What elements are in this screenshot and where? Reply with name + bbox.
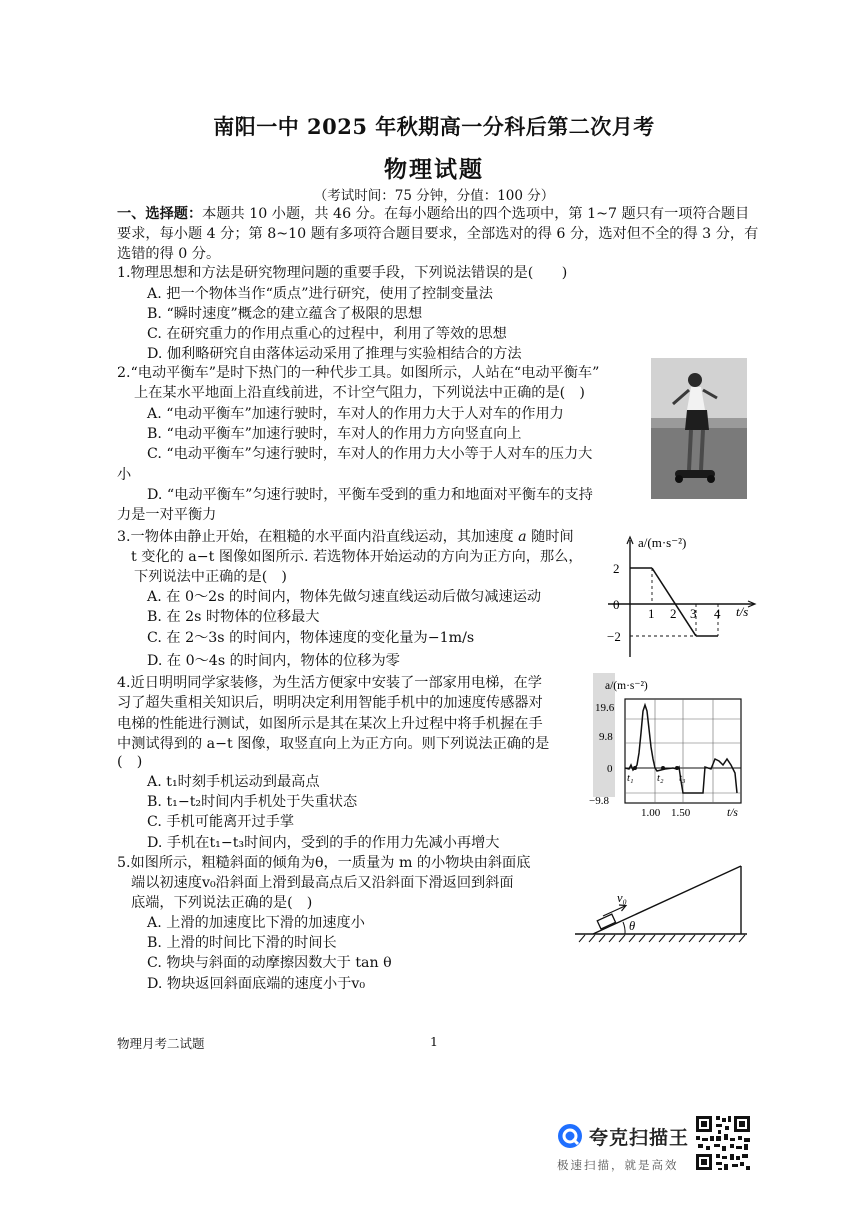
q5-angle-arc (623, 922, 625, 934)
q5-stem-line2: 端以初速度v₀沿斜面上滑到最高点后又沿斜面下滑返回到斜面 (131, 875, 514, 891)
q3-xtick-1: 1 (648, 606, 655, 621)
q3-stem-line3: 下列说法中正确的是( ) (134, 569, 287, 585)
q1-stem: 1.物理思想和方法是研究物理问题的重要手段，下列说法错误的是( ) (117, 265, 568, 281)
q4-xtick-1.00: 1.00 (641, 807, 661, 819)
qr-code-icon (694, 1114, 752, 1172)
q2-option-b: B. “电动平衡车”加速行驶时，车对人的作用力方向竖直向上 (147, 426, 522, 442)
watermark-slogan: 极速扫描，就是高效 (557, 1158, 679, 1172)
q3-xtick-3: 3 (690, 606, 697, 621)
q2-option-c-line2: 小 (117, 467, 132, 483)
q4-ylabel: a/(m·s⁻²) (605, 680, 648, 692)
q4-label-t3: t₃ (679, 773, 686, 784)
q3-ytick-neg2: −2 (607, 629, 621, 644)
q3-option-d: D. 在 0～4s 的时间内，物体的位移为零 (147, 653, 400, 669)
q5-stem-line1: 5.如图所示，粗糙斜面的倾角为θ，一质量为 m 的小物块由斜面底 (117, 855, 531, 871)
q2-option-d-line1: D. “电动平衡车”匀速行驶时，平衡车受到的重力和地面对平衡车的支持 (147, 487, 593, 503)
q4-ytick-19.6: 19.6 (595, 702, 615, 714)
q4-option-c: C. 手机可能离开过手掌 (147, 814, 295, 830)
q2-option-d-line2: 力是一对平衡力 (117, 507, 217, 523)
q3-ytick-0: 0 (613, 597, 620, 612)
q1-option-a: A. 把一个物体当作“质点”进行研究，使用了控制变量法 (147, 286, 493, 302)
q1-option-b: B. “瞬时速度”概念的建立蕴含了极限的思想 (147, 306, 423, 322)
balance-scooter-photo (651, 358, 747, 499)
q4-label-t1: t₁ (627, 773, 634, 784)
q3-option-c: C. 在 2～3s 的时间内，物体速度的变化量为−1m/s (147, 630, 475, 646)
q4-xlabel: t/s (727, 807, 738, 819)
q5-option-d: D. 物块返回斜面底端的速度小于v₀ (147, 976, 366, 992)
q3-at-graph (594, 532, 764, 657)
q3-xtick-4: 4 (714, 606, 721, 621)
q4-xtick-1.50: 1.50 (671, 807, 691, 819)
q5-stem-line3: 底端，下列说法正确的是( ) (131, 895, 313, 911)
q5-v0-label: v₀ (617, 891, 627, 905)
q5-block (597, 914, 615, 929)
q5-incline-diagram (573, 862, 753, 944)
q4-ytick-neg9.8: −9.8 (589, 795, 609, 807)
q3-stem-line1a: 3.一物体由静止开始，在粗糙的水平面内沿直线运动，其加速度 (117, 529, 519, 545)
q3-xtick-2: 2 (670, 606, 677, 621)
q4-option-a: A. t₁时刻手机运动到最高点 (147, 774, 320, 790)
q3-ytick-2: 2 (613, 561, 620, 576)
q3-stem-line2: t 变化的 a−t 图像如图所示. 若选物体开始运动的方向为正方向，那么， (131, 549, 583, 565)
q5-option-c: C. 物块与斜面的动摩擦因数大于 tan θ (147, 955, 392, 971)
q1-option-d: D. 伽利略研究自由落体运动采用了推理与实验相结合的方法 (147, 346, 522, 362)
q4-at-graph (585, 673, 755, 821)
q2-option-a: A. “电动平衡车”加速行驶时，车对人的作用力大于人对车的作用力 (147, 406, 564, 422)
q4-stem-line4: 中测试得到的 a−t 图像，取竖直向上为正方向。则下列说法正确的是 (117, 736, 550, 752)
q4-label-t2: t₂ (657, 773, 664, 784)
q5-theta-label: θ (629, 919, 636, 933)
q3-segment-decrease (652, 568, 696, 636)
q3-stem-line1b: a (518, 529, 527, 545)
section-text: 本题共 10 小题，共 46 分。在每小题给出的四个选项中，第 1~7 题只有一项符合题目要求，每小题 4 分；第 8~10 题有多项符合题目要求，全部选对的得 6 分，选对但不全的得 3 分，有选错的得 0 分。 (117, 206, 759, 262)
footer-page-number: 1 (430, 1034, 438, 1049)
watermark-brand: 夸克扫描王 (589, 1127, 690, 1149)
q4-stem-line5: ( ) (117, 754, 143, 770)
q3-option-b: B. 在 2s 时物体的位移最大 (147, 609, 320, 625)
section-instructions (117, 204, 762, 264)
q2-stem-line2: 上在某水平地面上沿直线前进，不计空气阻力，下列说法中正确的是( ) (134, 385, 585, 401)
q4-option-d: D. 手机在t₁−t₃时间内，受到的手的作用力先减小再增大 (147, 835, 500, 851)
footer-exam-name: 物理月考二试题 (117, 1036, 205, 1051)
q2-stem-line1: 2.“电动平衡车”是时下热门的一种代步工具。如图所示，人站在“电动平衡车” (117, 365, 600, 381)
quark-logo-icon (557, 1123, 583, 1149)
exam-meta: （考试时间：75 分钟，分值：100 分） (313, 188, 555, 204)
q3-stem-line1 (117, 527, 574, 547)
q5-option-a: A. 上滑的加速度比下滑的加速度小 (147, 915, 365, 931)
exam-title: 南阳一中 2025 年秋期高一分科后第二次月考 (213, 114, 655, 139)
exam-subtitle: 物理试题 (384, 156, 484, 183)
q4-marker-t2 (661, 766, 665, 770)
q5-option-b: B. 上滑的时间比下滑的时间长 (147, 935, 337, 951)
q3-stem-line1c: 随时间 (526, 529, 574, 545)
section-heading: 一、选择题： (117, 206, 203, 222)
q4-stem-line3: 电梯的性能进行测试，如图所示是其在某次上升过程中将手机握在手 (117, 716, 543, 732)
q4-ytick-9.8: 9.8 (599, 731, 613, 743)
q1-option-c: C. 在研究重力的作用点重心的过程中，利用了等效的思想 (147, 326, 507, 342)
q4-stem-line1: 4.近日明明同学家装修，为生活方便家中安装了一部家用电梯，在学 (117, 675, 542, 691)
q2-option-c-line1: C. “电动平衡车”匀速行驶时，车对人的作用力大小等于人对车的压力大 (147, 446, 593, 462)
q5-hatching (579, 935, 745, 942)
q3-ylabel: a/(m·s⁻²) (638, 535, 687, 550)
q4-marker-t1 (633, 766, 637, 770)
q4-ytick-0: 0 (607, 763, 613, 775)
q3-option-a: A. 在 0～2s 的时间内，物体先做匀速直线运动后做匀减速运动 (147, 589, 542, 605)
q4-marker-t3 (675, 766, 679, 770)
q4-stem-line2: 习了超失重相关知识后，明明决定利用智能手机中的加速度传感器对 (117, 695, 543, 711)
q3-xlabel: t/s (736, 604, 749, 619)
q5-slope (593, 866, 741, 934)
q4-option-b: B. t₁−t₂时间内手机处于失重状态 (147, 794, 358, 810)
